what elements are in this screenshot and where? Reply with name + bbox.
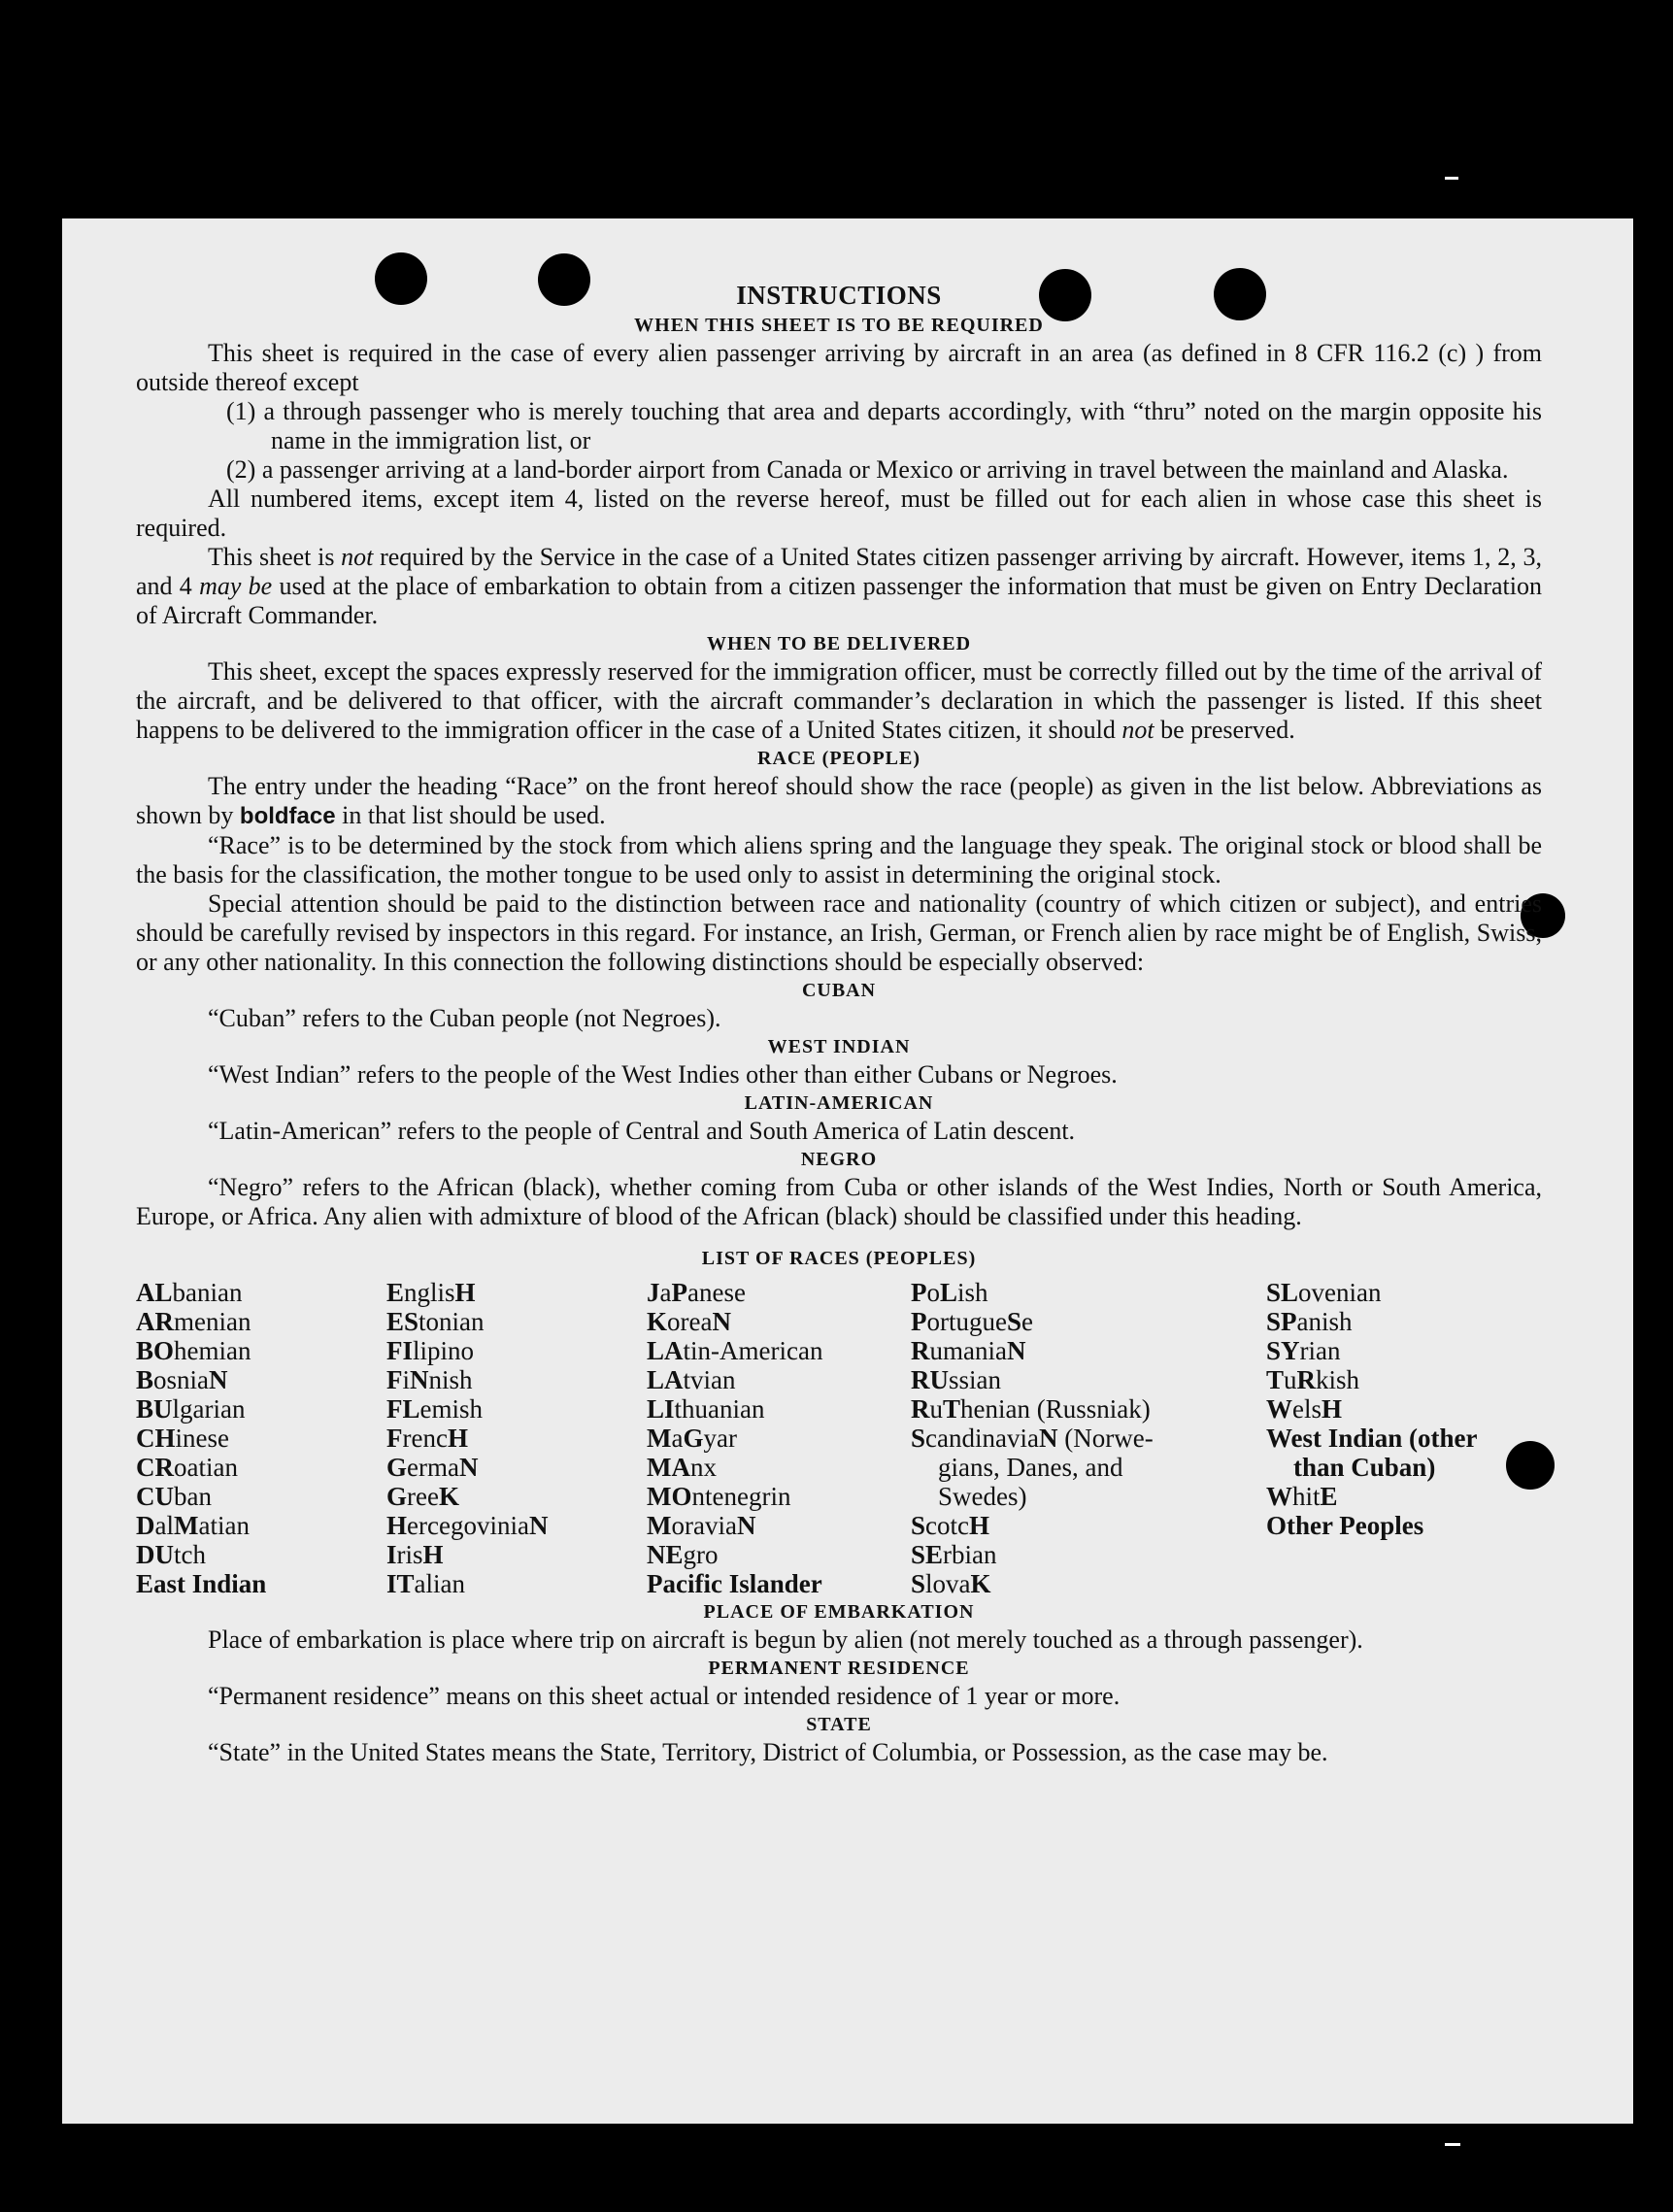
race-entry: MAnx [647,1453,717,1482]
race-entry: West Indian (other [1266,1424,1478,1453]
race-entry: SErbian [911,1540,997,1569]
race-entry: PortugueSe [911,1307,1033,1336]
race-entry: GreeK [386,1482,459,1511]
race-entry: MaGyar [647,1424,737,1453]
race-entry: DUtch [136,1540,206,1569]
race-entry: BUlgarian [136,1394,246,1424]
section-heading-residence: PERMANENT RESIDENCE [708,1658,970,1679]
race-entry: WelsH [1266,1394,1343,1424]
paragraph: “State” in the United States means the State, Territory, District of Columbia, or Possession, as the case may be. [208,1738,1328,1766]
race-entry: ALbanian [136,1278,243,1307]
race-entry: ScandinaviaN (Norwe- [911,1424,1154,1453]
section-heading-list-of-races: LIST OF RACES (PEOPLES) [701,1248,977,1269]
race-entry: SLovenian [1266,1278,1382,1307]
section-heading-state: STATE [806,1714,872,1735]
race-column [136,1278,386,1598]
race-entry: RUssian [911,1365,1001,1394]
paragraph: “Latin-American” refers to the people of Central and South America of Latin descent. [208,1117,1076,1145]
race-entry: gians, Danes, and [938,1453,1123,1482]
race-entry: MOntenegrin [647,1482,791,1511]
race-entry: ITalian [386,1569,466,1598]
race-entry: ARmenian [136,1307,251,1336]
race-entry: JaPanese [647,1278,746,1307]
race-entry: KoreaN [647,1307,731,1336]
race-entry: BosniaN [136,1365,228,1394]
race-entry: GermaN [386,1453,479,1482]
race-entry: FIlipino [386,1336,475,1365]
race-entry: ScotcH [911,1511,990,1540]
paragraph: The entry under the heading “Race” on the front hereof should show the race (people) as given in the list below. Abbreviations as shown by boldface in that list should be used. [136,772,1542,829]
race-column [386,1278,647,1598]
list-item: (2) a passenger arriving at a land-border airport from Canada or Mexico or arriving in travel between the mainland and Alaska. [226,455,1509,484]
section-heading-latin-american: LATIN-AMERICAN [744,1092,934,1114]
race-entry: TuRkish [1266,1365,1360,1394]
edge-mark [1445,2143,1460,2146]
race-entry: SlovaK [911,1569,991,1598]
paragraph: “Negro” refers to the African (black), whether coming from Cuba or other islands of the West Indies, North or South America, Europe, or Africa. Any alien with admixture of blood of the African (black) should be classified under this heading. [136,1173,1542,1230]
race-entry: EStonian [386,1307,485,1336]
paragraph: Place of embarkation is place where trip on aircraft is begun by alien (not merely touched as a through passenger). [208,1625,1363,1654]
race-entry: IrisH [386,1540,444,1569]
race-entry: BOhemian [136,1336,251,1365]
race-entry: CHinese [136,1424,229,1453]
race-entry: EnglisH [386,1278,476,1307]
race-entry: Pacific Islander [647,1569,822,1598]
page-title: INSTRUCTIONS [736,281,942,310]
paragraph: This sheet is required in the case of every alien passenger arriving by aircraft in an area (as defined in 8 CFR 116.2 (c) ) from outside thereof except [136,339,1542,396]
race-list [136,1278,1542,1598]
race-entry: NEgro [647,1540,719,1569]
race-entry: Other Peoples [1266,1511,1424,1540]
race-entry: SYrian [1266,1336,1341,1365]
section-heading-cuban: CUBAN [801,980,877,1001]
paragraph: “Permanent residence” means on this sheet actual or intended residence of 1 year or more. [208,1682,1121,1710]
edge-mark [1445,177,1458,180]
race-entry: than Cuban) [1293,1453,1436,1482]
race-entry: LIthuanian [647,1394,765,1424]
list-item: (1) a through passenger who is merely touching that area and departs accordingly, with “thru” noted on the margin opposite his name in the immigration list, or [226,397,1542,454]
section-heading-when-required: WHEN THIS SHEET IS TO BE REQUIRED [634,315,1044,336]
race-column [1266,1278,1542,1598]
race-entry: PoLish [911,1278,988,1307]
race-entry: CUban [136,1482,212,1511]
instructions-text [136,279,1542,1767]
race-entry: MoraviaN [647,1511,756,1540]
race-entry: FLemish [386,1394,484,1424]
race-entry: East Indian [136,1569,267,1598]
section-heading-west-indian: WEST INDIAN [767,1036,911,1057]
paragraph: “Race” is to be determined by the stock from which aliens spring and the language they speak. The original stock or blood shall be the basis for the classification, the mother tongue to be used only to assist in determining the original stock. [136,831,1542,888]
race-entry: CRoatian [136,1453,238,1482]
paragraph: “West Indian” refers to the people of the West Indies other than either Cubans or Negroes. [208,1060,1118,1089]
race-column [647,1278,911,1598]
race-entry: DalMatian [136,1511,250,1540]
paragraph: This sheet is not required by the Service in the case of a United States citizen passenger arriving by aircraft. However, items 1, 2, 3, and 4 may be used at the place of embarkation to obtain from a citizen passenger the information that must be given on Entry Declaration of Aircraft Commander. [136,543,1542,629]
race-entry: FrencH [386,1424,468,1453]
race-entry: WhitE [1266,1482,1338,1511]
race-entry: LAtvian [647,1365,736,1394]
paragraph: All numbered items, except item 4, listed on the reverse hereof, must be filled out for each alien in whose case this sheet is required. [136,485,1542,542]
race-entry: FiNnish [386,1365,473,1394]
section-heading-negro: NEGRO [800,1149,878,1170]
race-entry: LAtin-American [647,1336,823,1365]
paragraph: This sheet, except the spaces expressly reserved for the immigration officer, must be correctly filled out by the time of the arrival of the aircraft, and be delivered to that officer, with the aircraft commander’s declaration in which the passenger is listed. If this sheet happens to be delivered to the immigration officer in the case of a United States citizen, it should not be preserved. [136,657,1542,744]
race-entry: Swedes) [938,1482,1027,1511]
paragraph: Special attention should be paid to the distinction between race and nationality (country of which citizen or subject), and entries should be carefully revised by inspectors in this regard. For instance, an Irish, German, or French alien by race might be of English, Swiss, or any other nationality. In this connection the following distinctions should be especially observed: [136,889,1542,976]
paragraph: “Cuban” refers to the Cuban people (not Negroes). [208,1004,721,1032]
race-entry: SPanish [1266,1307,1353,1336]
race-entry: RuThenian (Russniak) [911,1394,1151,1424]
section-heading-race: RACE (PEOPLE) [757,748,920,769]
race-column [911,1278,1266,1598]
race-entry: RumaniaN [911,1336,1026,1365]
section-heading-when-delivered: WHEN TO BE DELIVERED [706,633,972,654]
section-heading-embarkation: PLACE OF EMBARKATION [703,1601,975,1623]
race-entry: HercegoviniaN [386,1511,549,1540]
